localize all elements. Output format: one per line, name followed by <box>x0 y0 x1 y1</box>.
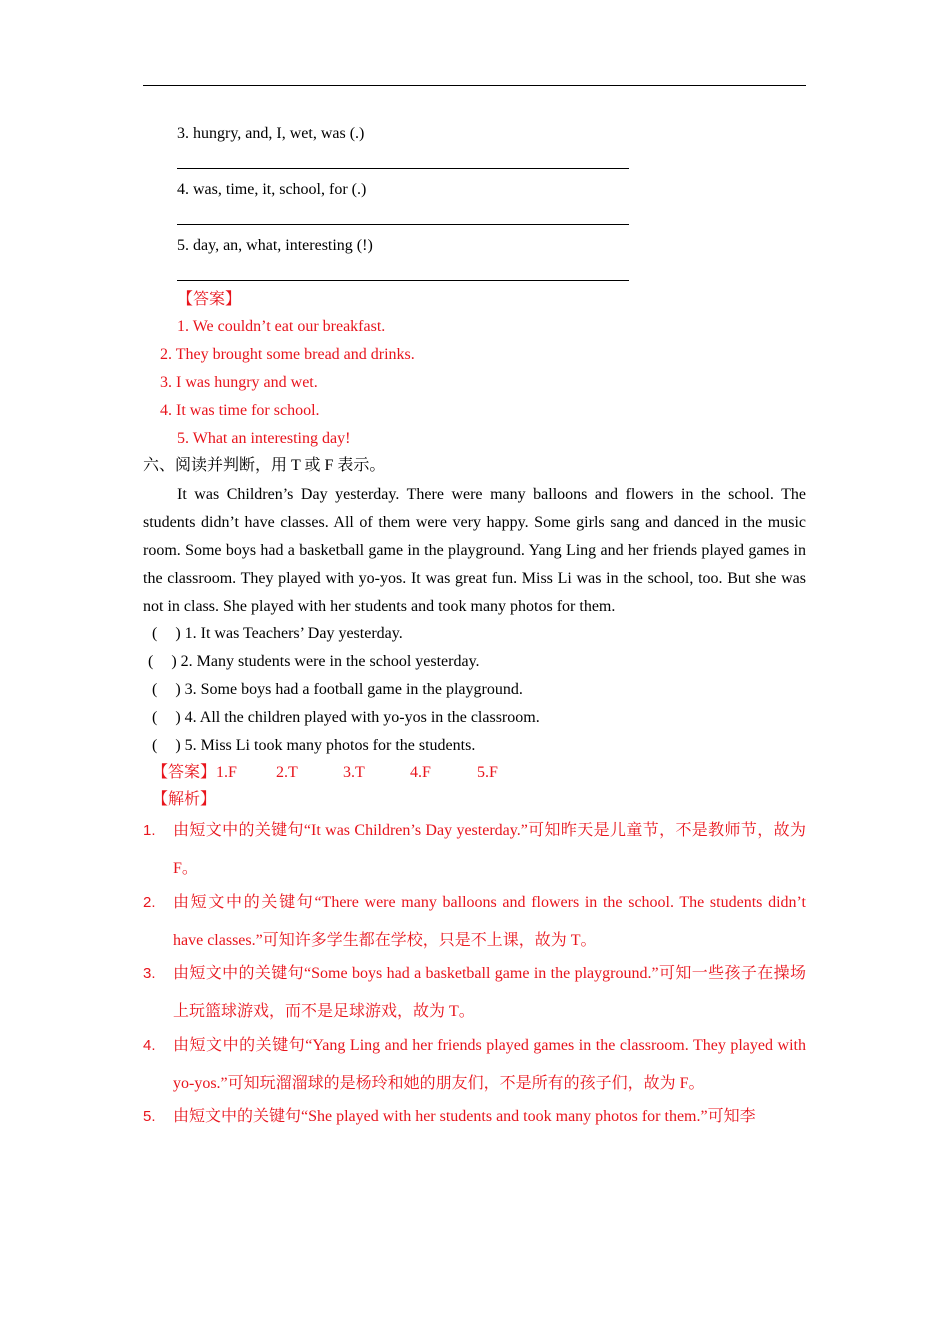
answer-label: 【答案】 <box>152 764 217 781</box>
answer-item: 3. I was hungry and wet. <box>160 374 318 391</box>
question-text: 2. Many students were in the school yesterday. <box>180 653 480 670</box>
analysis-label: 【解析】 <box>152 791 217 808</box>
judgement-question <box>148 652 480 672</box>
question-text: 5. Miss Li took many photos for the students. <box>184 737 476 754</box>
answer-item: 1. We couldn’t eat our breakfast. <box>177 318 386 335</box>
question-text: 1. It was Teachers’ Day yesterday. <box>184 625 403 642</box>
explanation-text: 由短文中的关键句“It was Children’s Day yesterday.”可知昨天是儿童节，不是教师节，故为 F。 <box>173 822 806 877</box>
explanation-text: 由短文中的关键句“Yang Ling and her friends played games in the classroom. They played with yo-yos.”可知玩溜溜球的是杨玲和她的朋友们，不是所有的孩子们，故为 F。 <box>173 1037 806 1092</box>
answer-item: 2.T <box>276 764 298 781</box>
answer-item: 2. They brought some bread and drinks. <box>160 346 415 363</box>
answer-line[interactable] <box>177 224 629 225</box>
paren-close: ) <box>175 681 181 698</box>
header-rule <box>143 85 806 86</box>
answer-item: 3.T <box>343 764 365 781</box>
paren-close: ) <box>175 737 181 754</box>
answer-item: 5.F <box>477 764 498 781</box>
question-prompt: 4. was, time, it, school, for (.) <box>177 181 367 198</box>
paren-open: ( <box>152 709 158 726</box>
judgement-question <box>152 708 540 728</box>
judgement-question <box>152 624 403 644</box>
paren-open: ( <box>152 737 158 754</box>
answer-row <box>152 763 498 783</box>
question-text: 4. All the children played with yo-yos in the classroom. <box>184 709 540 726</box>
explanation-item <box>143 1033 806 1103</box>
explanation-number: 3. <box>143 965 156 982</box>
answer-item: 5. What an interesting day! <box>177 430 351 447</box>
answer-line[interactable] <box>177 280 629 281</box>
paren-open: ( <box>148 653 154 670</box>
answer-item: 4.F <box>410 764 431 781</box>
judgement-question <box>152 736 475 756</box>
explanation-number: 1. <box>143 822 156 839</box>
answer-line[interactable] <box>177 168 629 169</box>
answer-item: 1.F <box>216 764 237 781</box>
section-heading: 六、阅读并判断，用 T 或 F 表示。 <box>143 457 386 474</box>
explanation-item <box>143 818 806 888</box>
explanation-text: 由短文中的关键句“Some boys had a basketball game in the playground.”可知一些孩子在操场上玩篮球游戏，而不是足球游戏，故为 T。 <box>173 965 806 1020</box>
question-prompt: 5. day, an, what, interesting (!) <box>177 237 373 254</box>
paren-open: ( <box>152 681 158 698</box>
paren-close: ) <box>175 709 181 726</box>
paren-close: ) <box>171 653 177 670</box>
explanation-number: 2. <box>143 894 156 911</box>
explanation-item <box>143 890 806 960</box>
judgement-question <box>152 680 523 700</box>
question-prompt: 3. hungry, and, I, wet, was (.) <box>177 125 365 142</box>
answer-item: 4. It was time for school. <box>160 402 320 419</box>
explanation-text: 由短文中的关键句“She played with her students and took many photos for them.”可知李 <box>173 1108 756 1125</box>
explanation-text: 由短文中的关键句“There were many balloons and flowers in the school. The students didn’t have classes.”可知许多学生都在学校，只是不上课，故为 T。 <box>173 894 806 949</box>
answer-label: 【答案】 <box>177 291 242 308</box>
question-text: 3. Some boys had a football game in the playground. <box>184 681 523 698</box>
explanation-item <box>143 961 806 1031</box>
paren-close: ) <box>175 625 181 642</box>
reading-passage: It was Children’s Day yesterday. There were many balloons and flowers in the school. The students didn’t have classes. All of them were very happy. Some girls sang and danced in the music room. Some boys had a basketball game in the playground. Yang Ling and her friends played games in the classroom. They played with yo-yos. It was great fun. Miss Li was in the school, too. But she was not in class. She played with her students and took many photos for them. <box>143 486 806 615</box>
explanation-number: 4. <box>143 1037 156 1054</box>
explanation-number: 5. <box>143 1108 156 1125</box>
paren-open: ( <box>152 625 158 642</box>
explanation-item <box>143 1104 806 1136</box>
